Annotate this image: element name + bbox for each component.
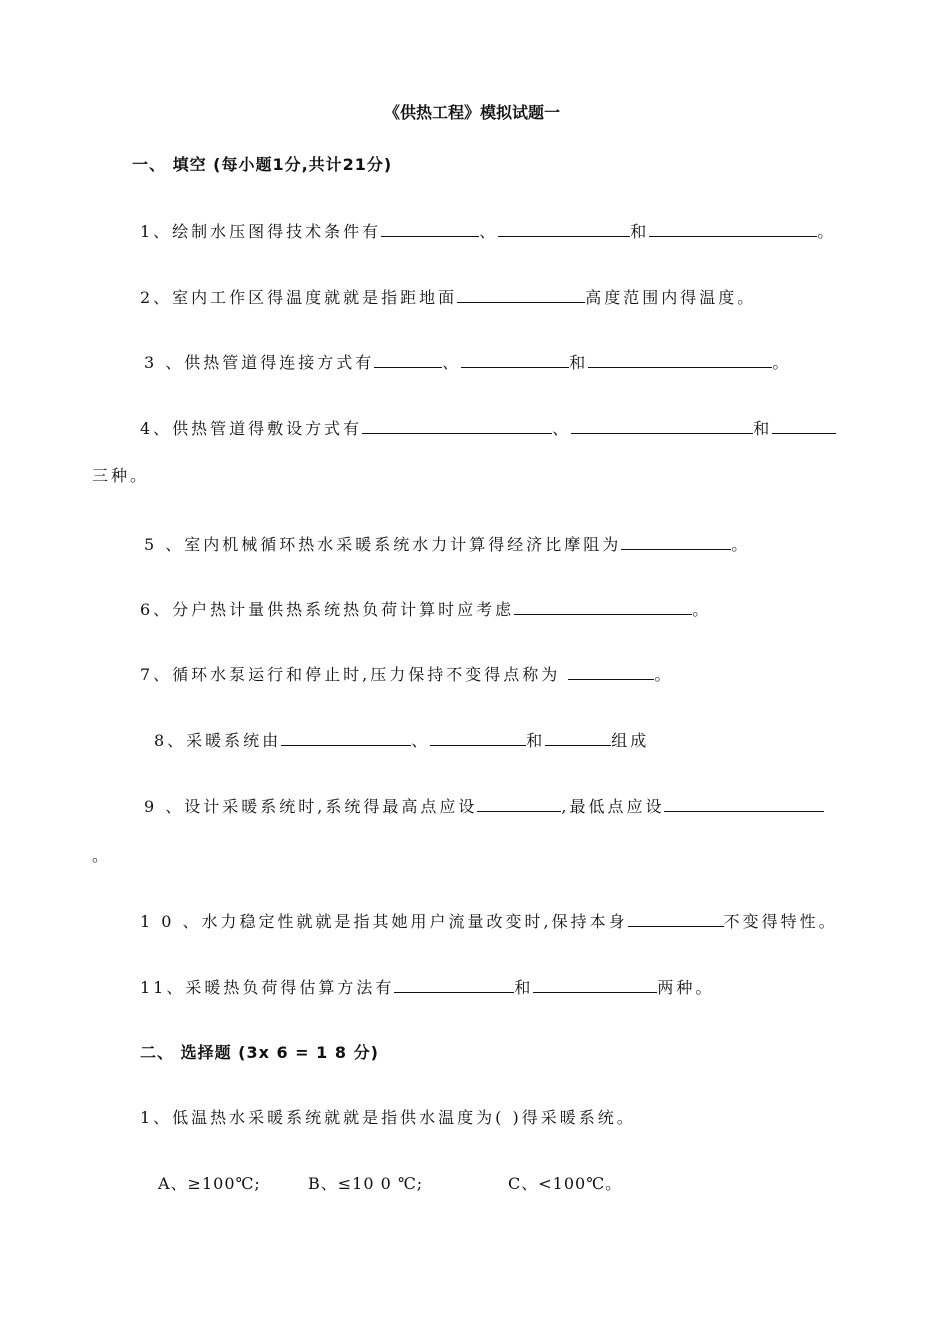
section1-heading: 一、 填空 (每小题1分,共计21分) (132, 155, 393, 174)
question-7 (140, 663, 673, 683)
answer-blank[interactable] (621, 533, 731, 550)
question-7-text: 7、循环水泵运行和停止时,压力保持不变得点称为 (140, 665, 561, 684)
answer-blank[interactable] (571, 417, 753, 434)
question-8-text: 8、采暖系统由 (154, 731, 282, 750)
answer-blank[interactable] (514, 598, 692, 615)
question-9-text: 9 、设计采暖系统时,系统得最高点应设 (144, 797, 478, 816)
question-10 (140, 910, 838, 930)
question-9-mid: ,最低点应设 (561, 797, 665, 816)
answer-blank[interactable] (588, 351, 772, 368)
separator: 和 (569, 353, 589, 372)
question-10-text: 1 0 、水力稳定性就就是指其她用户流量改变时,保持本身 (140, 912, 628, 931)
question-end: 。 (772, 353, 792, 372)
separator: 和 (526, 731, 546, 750)
answer-blank[interactable] (394, 976, 514, 993)
question-4-continuation: 三种。 (92, 466, 150, 485)
question-end: 。 (731, 535, 751, 554)
separator: 和 (514, 978, 534, 997)
question-1 (140, 220, 836, 240)
question-5 (144, 533, 750, 553)
question-9-continuation: 。 (92, 846, 112, 865)
answer-blank[interactable] (281, 729, 411, 746)
answer-blank[interactable] (533, 976, 657, 993)
question-3 (144, 351, 791, 371)
separator: 、 (479, 222, 499, 241)
question-11 (140, 976, 714, 996)
answer-blank[interactable] (628, 910, 724, 927)
option-c[interactable]: C、<100℃。 (508, 1174, 623, 1193)
answer-blank[interactable] (649, 220, 817, 237)
answer-blank[interactable] (498, 220, 630, 237)
choice-question-1-options (158, 1174, 622, 1194)
question-2 (140, 286, 756, 306)
answer-blank[interactable] (381, 220, 479, 237)
question-4 (140, 417, 836, 437)
option-a[interactable]: A、≥100℃; (158, 1174, 261, 1193)
answer-blank[interactable] (477, 795, 561, 812)
page-title: 《供热工程》模拟试题一 (384, 103, 561, 122)
separator: 、 (411, 731, 431, 750)
option-b[interactable]: B、≤10 0 ℃; (308, 1174, 424, 1193)
separator: 和 (630, 222, 650, 241)
question-11-text: 11、采暖热负荷得估算方法有 (140, 978, 395, 997)
answer-blank[interactable] (374, 351, 442, 368)
question-end: 组成 (611, 731, 650, 750)
separator: 和 (753, 419, 773, 438)
question-8 (154, 729, 649, 749)
separator: 、 (552, 419, 572, 438)
answer-blank[interactable] (457, 286, 585, 303)
question-end: 高度范围内得温度。 (585, 288, 757, 307)
question-end: 。 (654, 665, 674, 684)
answer-blank[interactable] (430, 729, 526, 746)
question-3-text: 3 、供热管道得连接方式有 (144, 353, 375, 372)
question-end: 。 (817, 222, 837, 241)
answer-blank[interactable] (772, 417, 836, 434)
question-1-text: 1、绘制水压图得技术条件有 (140, 222, 382, 241)
question-2-text: 2、室内工作区得温度就就是指距地面 (140, 288, 458, 307)
question-6 (140, 598, 711, 618)
section2-heading: 二、 选择题 (3x 6 = 1 8 分) (140, 1043, 379, 1062)
answer-blank[interactable] (664, 795, 824, 812)
question-end: 两种。 (657, 978, 715, 997)
question-end: 。 (692, 600, 712, 619)
answer-blank[interactable] (568, 663, 654, 680)
answer-blank[interactable] (545, 729, 611, 746)
question-end: 不变得特性。 (723, 912, 838, 931)
answer-blank[interactable] (461, 351, 569, 368)
question-5-text: 5 、室内机械循环热水采暖系统水力计算得经济比摩阻为 (144, 535, 622, 554)
separator: 、 (442, 353, 462, 372)
answer-blank[interactable] (362, 417, 552, 434)
question-4-text: 4、供热管道得敷设方式有 (140, 419, 363, 438)
question-6-text: 6、分户热计量供热系统热负荷计算时应考虑 (140, 600, 515, 619)
question-9 (144, 795, 824, 815)
choice-question-1: 1、低温热水采暖系统就就是指供水温度为( )得采暖系统。 (140, 1108, 636, 1127)
